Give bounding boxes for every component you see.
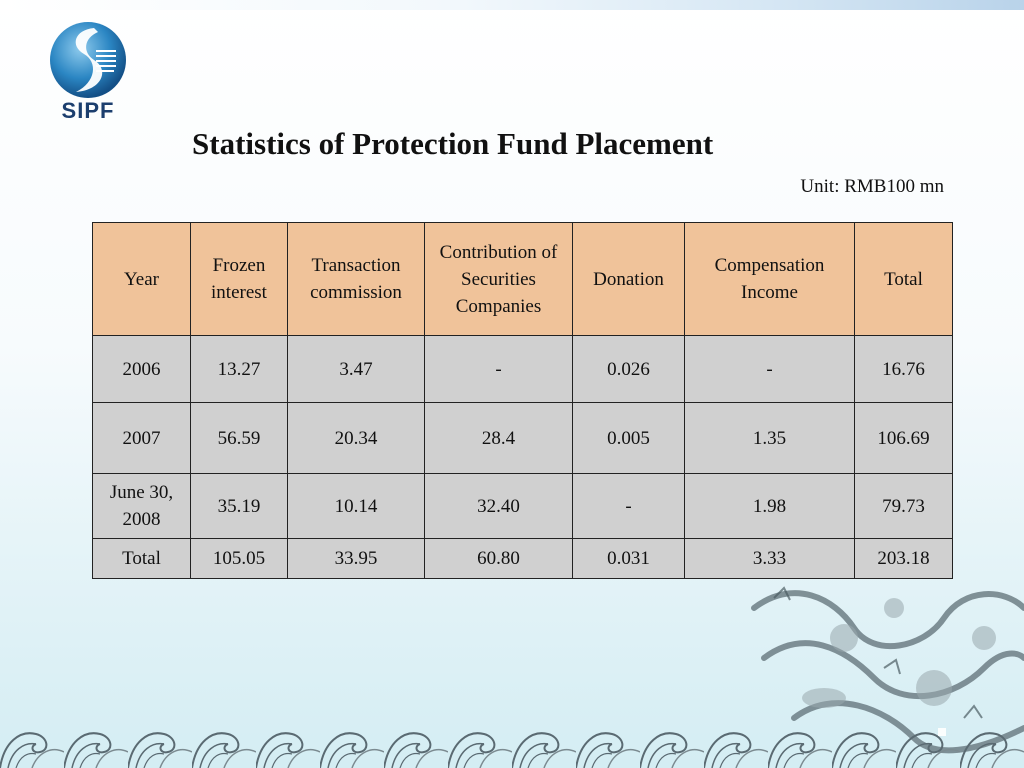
table-cell: 35.19 (191, 474, 288, 539)
table-cell: 3.33 (685, 539, 855, 579)
table-cell: June 30, 2008 (93, 474, 191, 539)
slide-title: Statistics of Protection Fund Placement (192, 126, 714, 161)
table-header-row (93, 223, 953, 336)
slide-bullet-marker (938, 728, 946, 736)
top-decorative-bar (0, 0, 1024, 10)
column-header: Total (855, 223, 953, 336)
sipf-logo-emblem-icon (46, 20, 130, 100)
placement-table (92, 222, 953, 579)
column-header: Frozen interest (191, 223, 288, 336)
table-cell: 2006 (93, 336, 191, 403)
table-cell: 28.4 (425, 403, 573, 474)
table-cell: 16.76 (855, 336, 953, 403)
table-row (93, 336, 953, 403)
table-cell: 105.05 (191, 539, 288, 579)
table-cell: 1.35 (685, 403, 855, 474)
table-cell: 1.98 (685, 474, 855, 539)
table-cell: 79.73 (855, 474, 953, 539)
table-cell: 106.69 (855, 403, 953, 474)
table-cell: 10.14 (288, 474, 425, 539)
table-cell: 3.47 (288, 336, 425, 403)
table-cell: 0.005 (573, 403, 685, 474)
table-row (93, 474, 953, 539)
table-cell: - (573, 474, 685, 539)
table-cell: - (425, 336, 573, 403)
table-cell: 33.95 (288, 539, 425, 579)
column-header: Year (93, 223, 191, 336)
table-cell: 0.026 (573, 336, 685, 403)
logo-text: SIPF (61, 98, 115, 123)
table-cell: 2007 (93, 403, 191, 474)
sipf-logo (46, 20, 130, 122)
unit-label: Unit: RMB100 mn (800, 176, 944, 197)
column-header: Contribution of Securities Companies (425, 223, 573, 336)
table-cell: 56.59 (191, 403, 288, 474)
table-cell: Total (93, 539, 191, 579)
column-header: Transaction commission (288, 223, 425, 336)
table-cell: 0.031 (573, 539, 685, 579)
waves-decoration-icon (0, 712, 1024, 768)
table-cell: 60.80 (425, 539, 573, 579)
table-cell: 13.27 (191, 336, 288, 403)
column-header: Donation (573, 223, 685, 336)
column-header: Compensation Income (685, 223, 855, 336)
table-cell: 32.40 (425, 474, 573, 539)
table-cell: 20.34 (288, 403, 425, 474)
table-cell: - (685, 336, 855, 403)
table-row (93, 403, 953, 474)
table-cell: 203.18 (855, 539, 953, 579)
